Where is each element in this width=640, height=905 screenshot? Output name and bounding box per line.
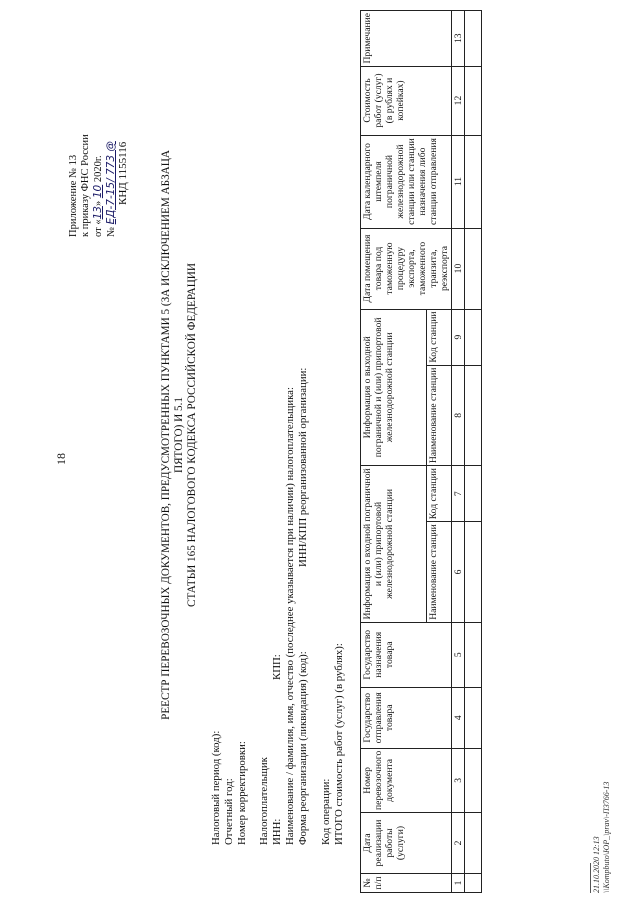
tax-period-label: Налоговый период (код): [210,730,222,845]
reorg-form-label: Форма реорганизации (ликвидация) (код): [297,651,309,845]
empty-row [465,10,482,892]
footer-note [592,782,612,893]
appendix-block [68,134,118,237]
col-number: 9 [452,309,465,365]
col-number: 10 [452,228,465,309]
title-line-2: СТАТЬИ 165 НАЛОГОВОГО КОДЕКСА РОССИЙСКОЙ ФЕДЕРАЦИИ [186,263,198,607]
knd-code: КНД 1155116 [117,141,129,205]
col-number: 7 [452,466,465,522]
taxpayer-label: Налогоплательщик [258,757,270,845]
col-header-entry-name: Наименование станции [426,522,451,623]
footer-rule [590,863,591,893]
col-header-exit-station: Информация о выходной пограничной и (или) припортовой железнодорожной станции [361,309,427,466]
reorg-inn-label: ИНН/КПП реорганизованной организации: [297,367,309,567]
col-number: 1 [452,874,465,893]
appendix-line1: Приложение № 13 [68,154,79,237]
kpp-label: КПП: [271,654,283,680]
total-cost-label: ИТОГО стоимость работ (услуг) (в рублях): [333,643,345,845]
col-header-num: № п/п [361,874,452,893]
col-number: 5 [452,622,465,687]
col-header-exit-code: Код станции [426,309,451,365]
col-header-stamp-date: Дата календарного штемпеля пограничной железнодорожной станции или станции назначения либо станции отправления [361,135,452,228]
col-header-cost: Стоимость работ (услуг) (в рублях и копейках) [361,66,452,135]
col-header-doc: Номер перевозочного документа [361,748,452,812]
col-number: 13 [452,10,465,66]
handwritten-number: ЕД-7-15/ 773 @ [105,141,117,225]
taxpayer-name-label: Наименование / фамилия, имя, отчество (последнее указывается при наличии) налогоплательщика: [284,387,296,845]
correction-label: Номер корректировки: [236,741,248,845]
col-header-origin: Государство отправления товара [361,687,452,748]
operation-code-label: Код операции: [320,778,332,845]
col-header-customs-date: Дата помещения товара под таможенную процедуру экспорта, таможенного транзита, реэкспорта [361,228,452,309]
registry-table [360,10,482,893]
handwritten-month: 10 [92,184,104,199]
col-number: 11 [452,135,465,228]
col-number: 4 [452,687,465,748]
footer-timestamp: 21.10.2020 12:13 [592,836,601,893]
handwritten-day: 13 [92,206,104,220]
footer-path: \\Kompbuto\ЮР_\prav\-П3766-13 [602,781,611,893]
page-number: 18 [54,453,68,465]
col-header-dest: Государство назначения товара [361,622,452,687]
col-header-date: Дата реализации работы (услуги) [361,813,452,874]
appendix-line2: к приказу ФНС России [80,134,91,237]
document-title [160,135,199,735]
col-number: 6 [452,522,465,623]
col-number: 8 [452,365,465,466]
report-year-label: Отчетный год: [223,778,235,845]
col-header-note: Примечание [361,10,452,66]
inn-label: ИНН: [271,818,283,845]
col-header-entry-station: Информация о входной пограничной и (или) припортовой железнодорожной станции [361,466,427,623]
col-number: 3 [452,748,465,812]
col-number: 12 [452,66,465,135]
col-header-exit-name: Наименование станции [426,365,451,466]
appendix-number: № ЕД-7-15/ 773 @ [105,141,117,237]
title-line-1: РЕЕСТР ПЕРЕВОЗОЧНЫХ ДОКУМЕНТОВ, ПРЕДУСМОТРЕННЫХ ПУНКТАМИ 5 (ЗА ИСКЛЮЧЕНИЕМ АБЗАЦА ПЯТОГО) И 5.1 [160,150,185,720]
col-header-entry-code: Код станции [426,466,451,522]
appendix-date: от «13» 10 2020г. [92,155,104,237]
col-number: 2 [452,813,465,874]
